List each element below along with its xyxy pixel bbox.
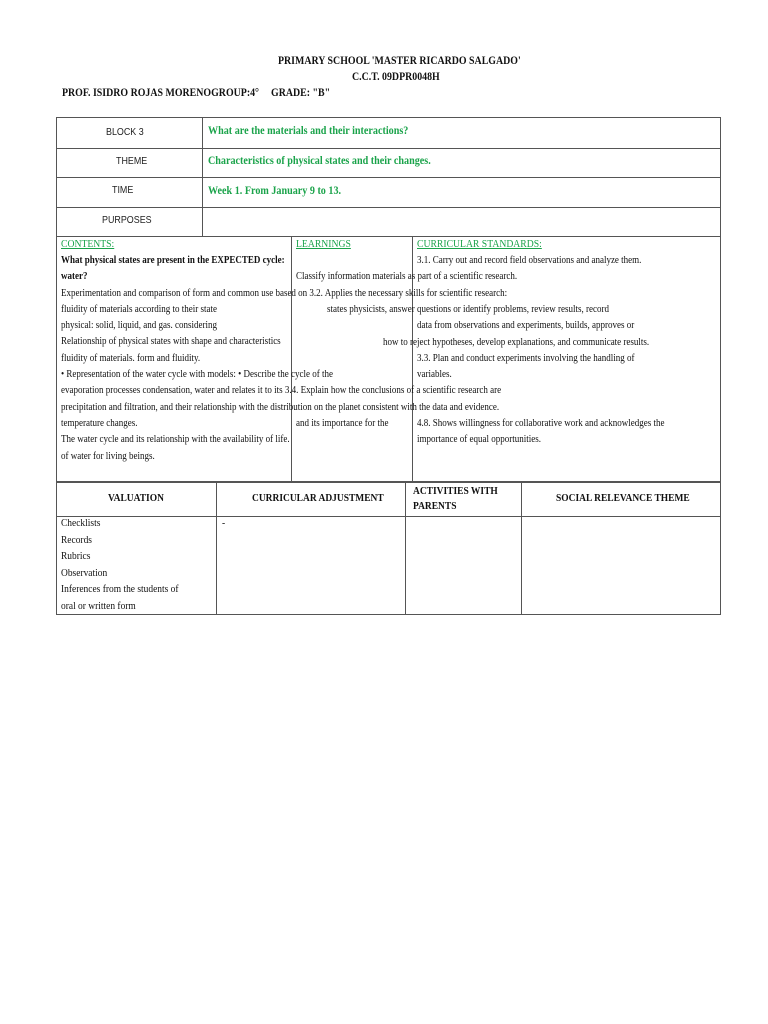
school-cct: C.C.T. 09DPR0048H (352, 71, 440, 83)
contents-line: The water cycle and its relationship with the availability of life. (61, 434, 290, 446)
block-label: BLOCK 3 (106, 126, 144, 138)
activities-header: ACTIVITIES WITH PARENTS (413, 485, 498, 512)
list-item: Records (61, 534, 92, 546)
contents-line: of water for living beings. (61, 450, 155, 462)
list-item: Inferences from the students of (61, 584, 179, 595)
teacher-line (62, 87, 342, 99)
list-item: Rubrics (61, 551, 91, 562)
time-label: TIME (112, 184, 134, 196)
list-item: Checklists (61, 518, 101, 529)
standards-line: 4.8. Shows willingness for collaborative work and acknowledges the (417, 418, 665, 429)
contents-line: Experimentation and comparison of form and common use based on 3.2. Applies the necessary skills for scientific research: (61, 287, 508, 299)
standards-line: 3.3. Plan and conduct experiments involving the handling of (417, 353, 635, 364)
professor-name: PROF. ISIDRO ROJAS MORENO (62, 87, 212, 99)
contents-line: evaporation processes condensation, water and relates it to its 3.4. Explain how the conclusions of a scientific research are (61, 385, 502, 397)
contents-line: fluidity of materials according to their state (61, 303, 217, 315)
contents-heading: CONTENTS: (61, 238, 115, 250)
learnings-text (296, 269, 517, 285)
standards-line: 3.1. Carry out and record field observations and analyze them. (417, 255, 642, 266)
grade-label: GRADE: "B" (271, 87, 331, 99)
contents-line: precipitation and filtration, and their relationship with the distribution on the planet consistent with the data and evidence. (61, 401, 500, 413)
contents-line: • Representation of the water cycle with models: • Describe the cycle of the (61, 369, 333, 381)
standards-text (417, 416, 664, 449)
learnings-text (327, 302, 609, 318)
theme-label: THEME (116, 155, 148, 167)
theme-value: Characteristics of physical states and their changes. (208, 155, 431, 167)
learnings-text (296, 416, 388, 432)
contents-line: water? (61, 271, 88, 283)
valuation-list (61, 516, 179, 615)
standards-text (417, 318, 634, 334)
learnings-text (383, 335, 649, 351)
adjustment-value: - (222, 518, 226, 529)
contents-line: temperature changes. (61, 417, 138, 429)
contents-line: fluidity of materials. form and fluidity. (61, 352, 201, 364)
standards-text (417, 253, 641, 269)
contents-line: Relationship of physical states with shape and characteristics (61, 336, 281, 348)
adjustment-header: CURRICULAR ADJUSTMENT (252, 492, 384, 504)
learnings-line: Classify information materials as part of a scientific research. (296, 271, 518, 282)
standards-line: variables. (417, 369, 452, 381)
list-item: oral or written form (61, 600, 136, 612)
school-name: PRIMARY SCHOOL 'MASTER RICARDO SALGADO' (278, 55, 521, 67)
standards-text (417, 351, 634, 384)
learnings-line: how to reject hypotheses, develop explanations, and communicate results. (383, 337, 650, 348)
learnings-heading: LEARNINGS (296, 238, 351, 250)
standards-line: importance of equal opportunities. (417, 434, 541, 446)
learnings-line: and its importance for the (296, 418, 389, 429)
contents-line: What physical states are present in the EXPECTED cycle: (61, 255, 285, 266)
block-value: What are the materials and their interactions? (208, 125, 409, 137)
group-label: GROUP:4° (211, 87, 260, 99)
social-relevance-header: SOCIAL RELEVANCE THEME (556, 492, 690, 504)
purposes-label: PURPOSES (102, 214, 152, 226)
contents-line: physical: solid, liquid, and gas. considering (61, 320, 217, 332)
standards-line: data from observations and experiments, builds, approves or (417, 320, 635, 331)
time-value: Week 1. From January 9 to 13. (208, 185, 342, 197)
valuation-header: VALUATION (108, 492, 164, 504)
list-item: Observation (61, 567, 108, 579)
learnings-line: states physicists, answer questions or identify problems, review results, record (327, 304, 609, 315)
standards-heading: CURRICULAR STANDARDS: (417, 238, 542, 250)
